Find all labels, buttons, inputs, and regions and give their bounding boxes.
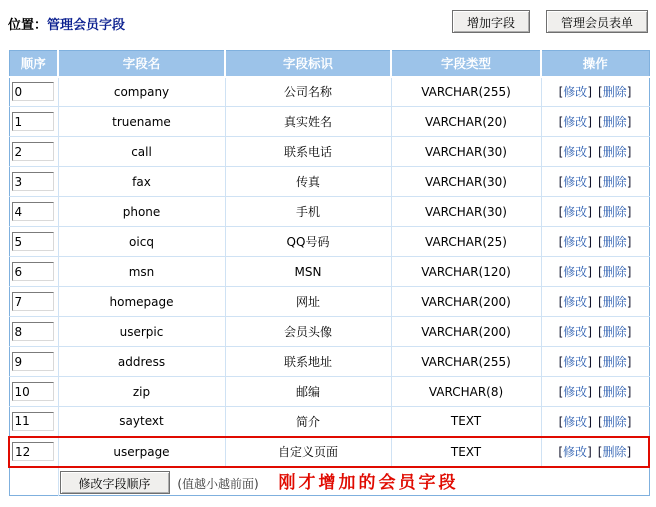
- table-row: [9, 197, 649, 227]
- delete-link[interactable]: 删除: [602, 115, 627, 129]
- bracket: [: [558, 265, 564, 279]
- add-field-button[interactable]: 增加字段: [452, 10, 530, 33]
- field-name: userpic: [58, 317, 225, 347]
- delete-link[interactable]: 删除: [602, 85, 627, 100]
- breadcrumb: [8, 10, 125, 33]
- actions-cell: [541, 137, 649, 167]
- order-cell: [9, 167, 58, 197]
- table-row: [9, 437, 649, 467]
- bracket: [: [598, 205, 603, 219]
- delete-link[interactable]: 删除: [602, 414, 627, 429]
- field-name: address: [58, 347, 225, 377]
- table-header-row: [9, 51, 649, 77]
- bracket: [: [558, 445, 564, 459]
- actions-cell: [541, 107, 649, 137]
- table-row: [9, 227, 649, 257]
- bracket: ]: [587, 445, 592, 459]
- order-input[interactable]: [12, 352, 54, 371]
- bracket: [: [558, 295, 564, 309]
- bracket: [: [558, 325, 564, 339]
- table-footer-row: [9, 467, 649, 496]
- field-label: 公司名称: [225, 77, 391, 107]
- field-type: VARCHAR(30): [391, 137, 541, 167]
- bracket: [: [558, 175, 564, 189]
- edit-link[interactable]: 修改: [563, 235, 588, 249]
- table-row: [9, 257, 649, 287]
- field-label: 会员头像: [225, 317, 391, 347]
- member-fields-table: [8, 50, 650, 496]
- actions-cell: [541, 257, 649, 287]
- table-row: [9, 77, 649, 107]
- bracket: [: [558, 145, 564, 159]
- bracket: [: [558, 355, 564, 369]
- bracket: ]: [626, 385, 632, 399]
- edit-link[interactable]: 修改: [563, 414, 588, 429]
- field-type: TEXT: [391, 437, 541, 467]
- order-input[interactable]: [12, 292, 54, 311]
- bracket: ]: [587, 235, 592, 249]
- actions-cell: [541, 437, 649, 467]
- bracket: [: [558, 235, 564, 249]
- bracket: ]: [587, 175, 592, 189]
- bracket: [: [598, 355, 603, 369]
- actions-cell: [541, 407, 649, 437]
- order-input[interactable]: [12, 142, 54, 161]
- field-label: 自定义页面: [225, 437, 391, 467]
- actions-cell: [541, 77, 649, 107]
- field-name: oicq: [58, 227, 225, 257]
- bracket: ]: [626, 295, 632, 309]
- field-type: VARCHAR(8): [391, 377, 541, 407]
- field-type: VARCHAR(120): [391, 257, 541, 287]
- order-input[interactable]: [12, 232, 54, 251]
- field-name: msn: [58, 257, 225, 287]
- field-type: VARCHAR(200): [391, 287, 541, 317]
- bracket: ]: [587, 325, 592, 339]
- reorder-fields-button[interactable]: 修改字段顺序: [60, 471, 170, 494]
- bracket: ]: [626, 265, 632, 279]
- table-row: [9, 107, 649, 137]
- bracket: ]: [587, 115, 592, 129]
- order-input[interactable]: [12, 412, 54, 431]
- bracket: [: [558, 205, 564, 219]
- actions-cell: [541, 167, 649, 197]
- table-row: [9, 137, 649, 167]
- field-name: company: [58, 77, 225, 107]
- order-cell: [9, 197, 58, 227]
- bracket: ]: [587, 414, 592, 429]
- field-name: userpage: [58, 437, 225, 467]
- delete-link[interactable]: 删除: [602, 295, 627, 309]
- column-header-actions: 操作: [541, 51, 649, 77]
- order-cell: [9, 317, 58, 347]
- delete-link[interactable]: 删除: [602, 235, 627, 249]
- table-row: [9, 167, 649, 197]
- actions-cell: [541, 377, 649, 407]
- field-label: 联系电话: [225, 137, 391, 167]
- field-label: MSN: [225, 257, 391, 287]
- order-cell: [9, 407, 58, 437]
- edit-link[interactable]: 修改: [563, 385, 588, 399]
- delete-link[interactable]: 删除: [602, 325, 627, 339]
- edit-link[interactable]: 修改: [563, 295, 588, 309]
- column-header-field-type: 字段类型: [391, 51, 541, 77]
- edit-link[interactable]: 修改: [563, 85, 588, 100]
- manage-member-form-button[interactable]: 管理会员表单: [546, 10, 648, 33]
- order-cell: [9, 257, 58, 287]
- edit-link[interactable]: 修改: [563, 175, 588, 189]
- field-type: VARCHAR(20): [391, 107, 541, 137]
- bracket: ]: [626, 205, 632, 219]
- bracket: ]: [626, 115, 632, 129]
- bracket: [: [598, 175, 603, 189]
- field-type: VARCHAR(200): [391, 317, 541, 347]
- bracket: [: [558, 414, 564, 429]
- actions-cell: [541, 347, 649, 377]
- bracket: ]: [587, 145, 592, 159]
- footer-spacer-cell: [9, 467, 58, 496]
- field-name: zip: [58, 377, 225, 407]
- field-label: 联系地址: [225, 347, 391, 377]
- edit-link[interactable]: 修改: [563, 445, 588, 459]
- bracket: ]: [587, 385, 592, 399]
- table-row: [9, 407, 649, 437]
- bracket: ]: [626, 85, 632, 100]
- order-input[interactable]: [12, 262, 54, 281]
- order-input[interactable]: [12, 382, 54, 401]
- bracket: ]: [587, 85, 592, 100]
- field-type: VARCHAR(25): [391, 227, 541, 257]
- bracket: [: [598, 145, 603, 159]
- field-name: saytext: [58, 407, 225, 437]
- annotation-just-added-field: 刚才增加的会员字段: [278, 473, 459, 494]
- field-name: homepage: [58, 287, 225, 317]
- bracket: [: [558, 85, 564, 100]
- field-label: 简介: [225, 407, 391, 437]
- bracket: [: [598, 414, 603, 429]
- bracket: ]: [587, 265, 592, 279]
- actions-cell: [541, 317, 649, 347]
- bracket: ]: [626, 145, 632, 159]
- column-header-field-name: 字段名: [58, 51, 225, 77]
- order-input[interactable]: [12, 202, 54, 221]
- order-input[interactable]: [12, 322, 54, 341]
- bracket: ]: [626, 235, 632, 249]
- bracket: [: [598, 385, 603, 399]
- field-label: 手机: [225, 197, 391, 227]
- bracket: ]: [587, 355, 592, 369]
- bracket: [: [598, 295, 603, 309]
- field-type: VARCHAR(30): [391, 197, 541, 227]
- field-name: call: [58, 137, 225, 167]
- breadcrumb-link[interactable]: 管理会员字段: [47, 18, 126, 33]
- bracket: [: [598, 325, 603, 339]
- table-row: [9, 317, 649, 347]
- column-header-field-label: 字段标识: [225, 51, 391, 77]
- edit-link[interactable]: 修改: [563, 325, 588, 339]
- edit-link[interactable]: 修改: [563, 265, 588, 279]
- field-label: 传真: [225, 167, 391, 197]
- table-row: [9, 287, 649, 317]
- table-row: [9, 347, 649, 377]
- bracket: [: [598, 85, 603, 100]
- actions-cell: [541, 287, 649, 317]
- field-type: VARCHAR(255): [391, 77, 541, 107]
- order-input[interactable]: [12, 112, 54, 131]
- column-header-order: 顺序: [9, 51, 58, 77]
- field-type: VARCHAR(255): [391, 347, 541, 377]
- bracket: [: [558, 115, 564, 129]
- order-cell: [9, 77, 58, 107]
- field-name: fax: [58, 167, 225, 197]
- delete-link[interactable]: 删除: [602, 445, 627, 459]
- field-label: 网址: [225, 287, 391, 317]
- field-name: phone: [58, 197, 225, 227]
- bracket: ]: [587, 295, 592, 309]
- bracket: ]: [626, 414, 632, 429]
- breadcrumb-label: 位置：: [8, 18, 48, 33]
- edit-link[interactable]: 修改: [563, 205, 588, 219]
- delete-link[interactable]: 删除: [602, 355, 627, 369]
- edit-link[interactable]: 修改: [563, 115, 588, 129]
- bracket: ]: [626, 175, 632, 189]
- field-label: 真实姓名: [225, 107, 391, 137]
- field-label: 邮编: [225, 377, 391, 407]
- order-cell: [9, 137, 58, 167]
- table-row: [9, 377, 649, 407]
- delete-link[interactable]: 删除: [602, 175, 627, 189]
- bracket: [: [598, 235, 603, 249]
- field-type: TEXT: [391, 407, 541, 437]
- order-cell: [9, 227, 58, 257]
- field-name: truename: [58, 107, 225, 137]
- delete-link[interactable]: 删除: [602, 205, 627, 219]
- order-input[interactable]: [12, 82, 54, 101]
- edit-link[interactable]: 修改: [563, 145, 588, 159]
- order-cell: [9, 377, 58, 407]
- bracket: [: [558, 385, 564, 399]
- bracket: ]: [626, 445, 632, 459]
- order-cell: [9, 437, 58, 467]
- order-cell: [9, 107, 58, 137]
- topbar-buttons: [452, 10, 648, 33]
- delete-link[interactable]: 删除: [602, 385, 627, 399]
- field-label: QQ号码: [225, 227, 391, 257]
- order-cell: [9, 347, 58, 377]
- actions-cell: [541, 227, 649, 257]
- order-cell: [9, 287, 58, 317]
- delete-link[interactable]: 删除: [602, 145, 627, 159]
- order-input[interactable]: [12, 442, 54, 461]
- edit-link[interactable]: 修改: [563, 355, 588, 369]
- bracket: [: [597, 445, 603, 459]
- reorder-hint: (值越小越前面): [177, 477, 259, 492]
- order-input[interactable]: [12, 172, 54, 191]
- bracket: [: [598, 265, 603, 279]
- footer-cell: [58, 467, 649, 496]
- field-type: VARCHAR(30): [391, 167, 541, 197]
- delete-link[interactable]: 删除: [602, 265, 627, 279]
- bracket: ]: [587, 205, 592, 219]
- bracket: ]: [626, 325, 632, 339]
- bracket: [: [598, 115, 603, 129]
- bracket: ]: [626, 355, 632, 369]
- topbar: [8, 10, 648, 50]
- actions-cell: [541, 197, 649, 227]
